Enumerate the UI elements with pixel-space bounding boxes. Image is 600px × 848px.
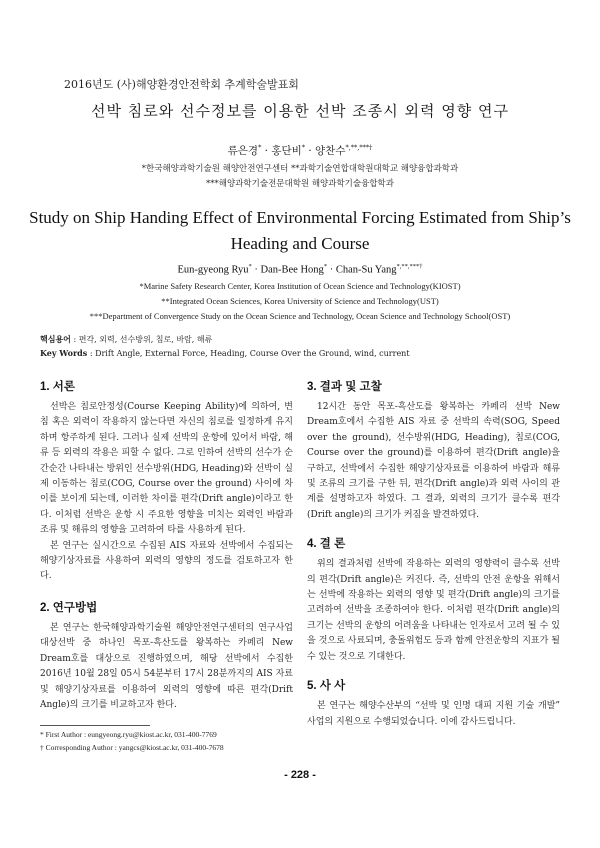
author-separator: · — [327, 264, 336, 276]
authors-korean — [0, 143, 600, 158]
author-3: 양찬수 — [315, 145, 346, 157]
section-heading-results: 3. 결과 및 고찰 — [307, 381, 382, 393]
keywords-korean-label: 핵심용어 — [40, 334, 71, 344]
paragraph: 12시간 동안 목포-흑산도를 왕복하는 카페리 선박 New Dream호에서 수집한 AIS 자료 중 선박의 속력(SOG, Speed over the ground), 선수방위(HDG, Heading), 침로(COG, Course over the ground)를 이용하여 편각(Drift angle)을 구하고, 선박에서 수집한 해양기상자료를 이용하여 바람과 해류 및 조류의 크기를 구한 뒤, 편각(Drift angle)과 외력 사이의 관계를 설명하고자 하였다. 그 결과, 외력의 크기가 클수록 편각(Drift angle)의 크기가 커짐을 발견하였다. — [307, 402, 560, 520]
author-3-en: Chan-Su Yang — [335, 264, 397, 276]
author-1: 류은경 — [227, 145, 259, 157]
paragraph: 본 연구는 한국해양과학기술원 해양안전연구센터의 연구사업 대상선박 중 하나인 목포-흑산도를 왕복하는 카페리 New Dream호를 대상으로 진행하였으며, 해당 선박에서 수집한 2016년 10월 28일 05시 54분부터 17시 28분까지의 AIS 자료 및 해양기상자료를 이용하여 외력의 영향에 따른 편각(Drift Angle)의 크기를 비교하고자 한다. — [40, 622, 293, 710]
author-1-mark: * — [258, 143, 262, 152]
right-column — [307, 378, 560, 730]
author-2: 홍단비 — [271, 145, 302, 157]
paragraph: 선박은 침로안정성(Course Keeping Ability)에 의하여, 변침 혹은 외력이 작용하지 않는다면 자신의 침로를 일정하게 유지하며 항주하게 된다. 그러나 실제 선박의 운항에 있어서 바람, 해류 등 외력의 작용은 피할 수 없다. 그로 인하여 선박의 선수가 순간순간 나타내는 방위인 선수방위(HDG, Heading)와 선박이 실제 이동하는 침로(COG, Course over the ground) 사이에 차이를 보이게 되는데, 이러한 차이를 편각(Drift angle)이라고 한다. 이처럼 선박은 운항 시 주요한 영향을 미치는 외력인 바람과 조류 및 해류의 영향을 고려하여 타를 사용하게 된다. — [40, 402, 293, 536]
section-body-results — [307, 400, 560, 523]
paper-title-korean: 선박 침로와 선수정보를 이용한 선박 조종시 외력 영향 연구 — [91, 102, 509, 120]
section-heading-method: 2. 연구방법 — [40, 601, 98, 614]
footnote-first-author: * First Author : eungyeong.ryu@kiost.ac.kr, 031-400-7769 — [40, 730, 217, 739]
author-1-en-mark: * — [248, 263, 252, 270]
keywords-korean-text: : 편각, 외력, 선수방위, 침로, 바람, 해류 — [70, 335, 213, 344]
keywords-english — [40, 348, 410, 358]
affiliation-english-3: ***Department of Convergence Study on the Ocean Science and Technology, Ocean Science and Technology School(OST) — [89, 311, 511, 321]
paragraph: 본 연구는 실시간으로 수집된 AIS 자료와 선박에서 수집되는 해양기상자료를 사용하여 외력의 영향의 정도를 검토하고자 한다. — [40, 540, 293, 582]
keywords-english-text: : Drift Angle, External Force, Heading, Course Over the Ground, wind, current — [87, 349, 410, 358]
footnote-corresponding-author: † Corresponding Author : yangcs@kiost.ac.kr, 031-400-7678 — [40, 743, 224, 752]
author-separator: · — [261, 145, 272, 157]
keywords-english-label: Key Words — [40, 348, 88, 358]
section-body-thanks — [307, 699, 560, 730]
author-1-en: Eun-gyeong Ryu — [177, 264, 249, 276]
author-3-mark: *,**,***† — [345, 143, 373, 152]
author-2-mark: * — [301, 143, 306, 152]
conference-header: 2016년도 (사)해양환경안전학회 추계학술발표회 — [64, 78, 299, 91]
author-2-en: Dan-Bee Hong — [260, 264, 324, 276]
section-body-conclusion — [307, 557, 560, 665]
affiliation-korean-1: *한국해양과학기술원 해양안전연구센터 **과학기술연합대학원대학교 해양융합과학과 — [141, 164, 459, 174]
section-heading-intro: 1. 서론 — [40, 381, 76, 393]
section-heading-thanks: 5. 사 사 — [307, 680, 346, 693]
section-heading-conclusion: 4. 결 론 — [307, 538, 346, 551]
author-2-en-mark: * — [323, 263, 328, 270]
keywords-korean — [40, 334, 212, 345]
paper-title-english-line-2: Heading and Course — [230, 234, 370, 253]
affiliation-korean-2: ***해양과학기술전문대학원 해양과학기술융합학과 — [206, 179, 394, 189]
author-separator: · — [305, 145, 316, 157]
page-number: - 228 - — [284, 769, 316, 781]
affiliation-english-1: *Marine Safety Research Center, Korea Institution of Ocean Science and Technology(KIOST) — [139, 281, 461, 291]
authors-english — [0, 263, 600, 276]
section-body-method — [40, 621, 293, 713]
left-column — [40, 378, 293, 713]
author-separator: · — [251, 264, 261, 276]
affiliation-english-2: **Integrated Ocean Sciences, Korea University of Science and Technology(UST) — [161, 296, 439, 306]
paragraph: 본 연구는 해양수산부의 “선박 및 인명 대피 지원 기술 개발” 사업의 지원으로 수행되었습니다. 이에 감사드립니다. — [307, 701, 560, 727]
section-body-intro — [40, 400, 293, 585]
paragraph: 위의 결과처럼 선박에 작용하는 외력의 영향력이 클수록 선박의 편각(Drift angle)은 커진다. 즉, 선박의 안전 운항을 위해서는 선박에 작용하는 외력의 영향 및 편각(Drift angle)의 크기를 고려하여 선박을 조종하여야 한다. 이처럼 편각(Drift angle)의 크기는 선박의 운항의 어려움을 나타내는 인자로서 고려 될 수 있을 것으로 사료되며, 충돌위험도 등과 함께 안전운항의 지표가 될 수 있는 것으로 기대한다. — [307, 559, 560, 662]
footnote-rule — [40, 725, 150, 726]
author-3-en-mark: *,**,***† — [396, 263, 423, 270]
paper-title-english-line-1: Study on Ship Handing Effect of Environmental Forcing Estimated from Ship’s — [29, 208, 571, 227]
